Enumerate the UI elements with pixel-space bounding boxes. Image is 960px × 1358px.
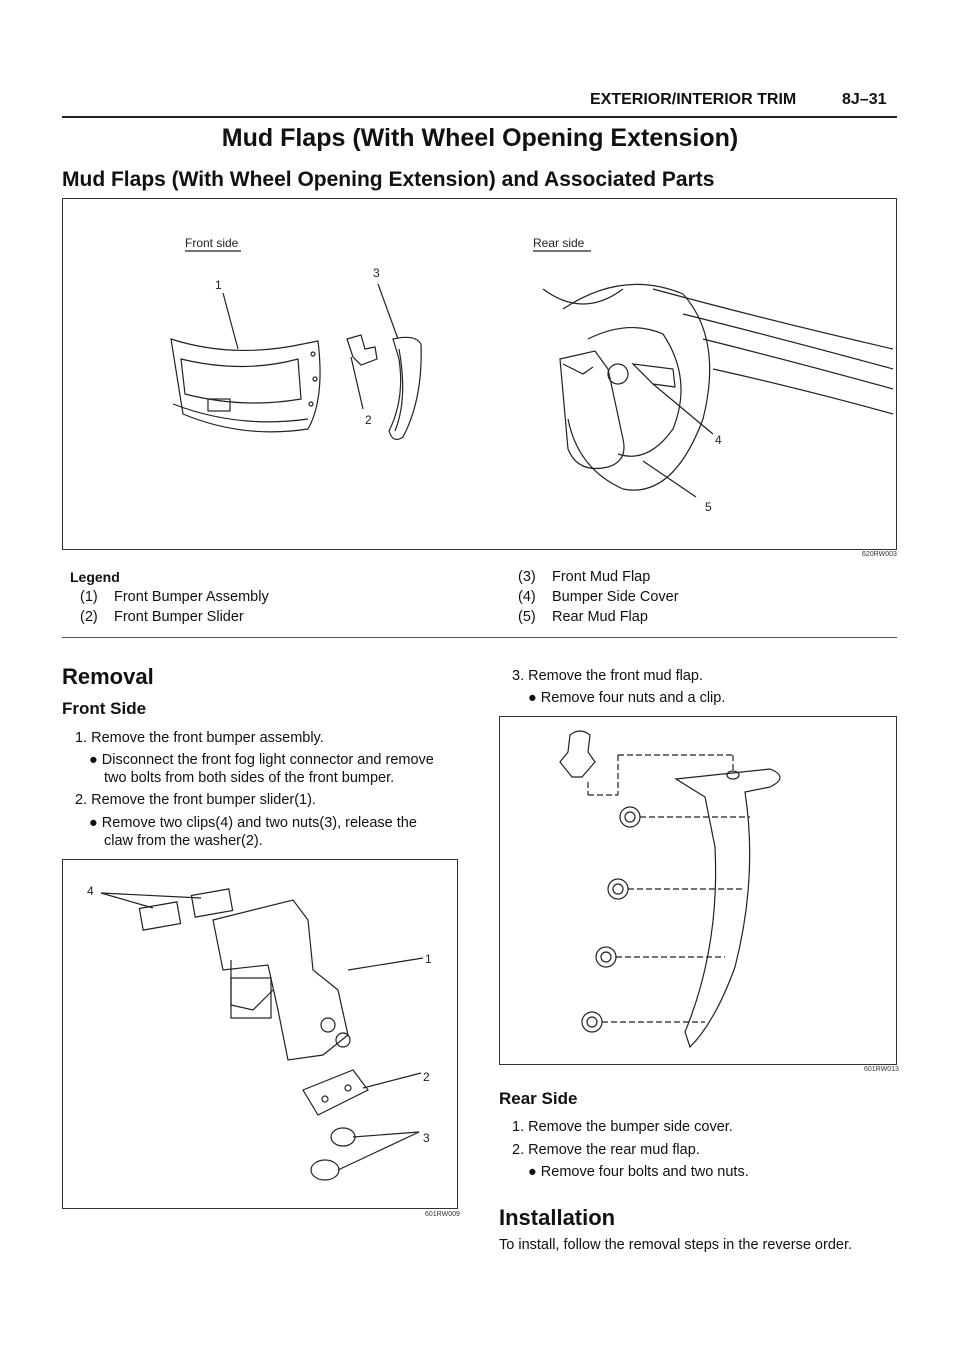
step-text: 1. Remove the bumper side cover. — [512, 1119, 733, 1135]
bumper-slider-diagram — [63, 860, 457, 1208]
figure-bumper-slider — [62, 859, 458, 1209]
callout-1: 1 — [215, 278, 222, 292]
legend-num: (3) — [518, 569, 536, 585]
legend-item — [518, 569, 650, 585]
callout-2: 2 — [423, 1070, 430, 1084]
removal-heading: Removal — [62, 664, 154, 689]
step-text: 2. Remove the rear mud flap. — [512, 1142, 700, 1158]
legend-item — [80, 589, 269, 605]
figure-associated-parts — [62, 198, 897, 550]
figure-code: 620RW003 — [862, 551, 897, 558]
bullet-text: ● Remove two clips(4) and two nuts(3), release the — [89, 815, 417, 831]
bullet-text: ● Remove four nuts and a clip. — [528, 690, 726, 706]
callout-3: 3 — [423, 1131, 430, 1145]
legend-text: Front Bumper Slider — [114, 609, 244, 625]
figure-front-mud-flap — [499, 716, 897, 1065]
legend-num: (1) — [80, 589, 98, 605]
front-side-label: Front side — [185, 236, 239, 250]
legend-num: (4) — [518, 589, 536, 605]
header-rule — [62, 116, 897, 118]
callout-4: 4 — [87, 884, 94, 898]
callout-2: 2 — [365, 413, 372, 427]
page-number: 8J–31 — [842, 91, 887, 108]
bullet-text-cont: claw from the washer(2). — [104, 833, 263, 849]
parts-diagram — [63, 199, 896, 549]
legend-num: (5) — [518, 609, 536, 625]
legend-text: Front Mud Flap — [552, 569, 651, 585]
rear-side-label: Rear side — [533, 236, 585, 250]
section-divider — [62, 637, 897, 638]
installation-heading: Installation — [499, 1205, 616, 1230]
bullet-text: ● Remove four bolts and two nuts. — [528, 1164, 749, 1180]
page-title: Mud Flaps (With Wheel Opening Extension) — [221, 124, 739, 152]
callout-1: 1 — [425, 952, 432, 966]
installation-text: To install, follow the removal steps in the reverse order. — [499, 1237, 852, 1253]
legend-item — [518, 609, 648, 625]
figure-subtitle: Mud Flaps (With Wheel Opening Extension) and Associated Parts — [62, 168, 715, 191]
callout-5: 5 — [705, 500, 712, 514]
legend-text: Rear Mud Flap — [552, 609, 648, 625]
legend-item — [80, 609, 244, 625]
bullet-text-cont: two bolts from both sides of the front bumper. — [104, 770, 395, 786]
figure-code: 601RW013 — [864, 1066, 899, 1073]
step-text: 2. Remove the front bumper slider(1). — [75, 792, 316, 808]
rear-side-heading: Rear Side — [499, 1089, 578, 1108]
figure-code: 601RW009 — [425, 1211, 460, 1218]
legend-text: Bumper Side Cover — [552, 589, 679, 605]
bullet-text: ● Disconnect the front fog light connector and remove — [89, 752, 434, 768]
callout-4: 4 — [715, 433, 722, 447]
legend-num: (2) — [80, 609, 98, 625]
legend-heading: Legend — [70, 569, 120, 585]
section-header: EXTERIOR/INTERIOR TRIM — [590, 91, 797, 108]
legend-text: Front Bumper Assembly — [114, 589, 269, 605]
callout-3: 3 — [373, 266, 380, 280]
legend-item — [518, 589, 679, 605]
front-side-heading: Front Side — [62, 699, 147, 718]
front-mud-flap-diagram — [500, 717, 896, 1064]
step-text: 1. Remove the front bumper assembly. — [75, 730, 324, 746]
step-text: 3. Remove the front mud flap. — [512, 668, 704, 684]
